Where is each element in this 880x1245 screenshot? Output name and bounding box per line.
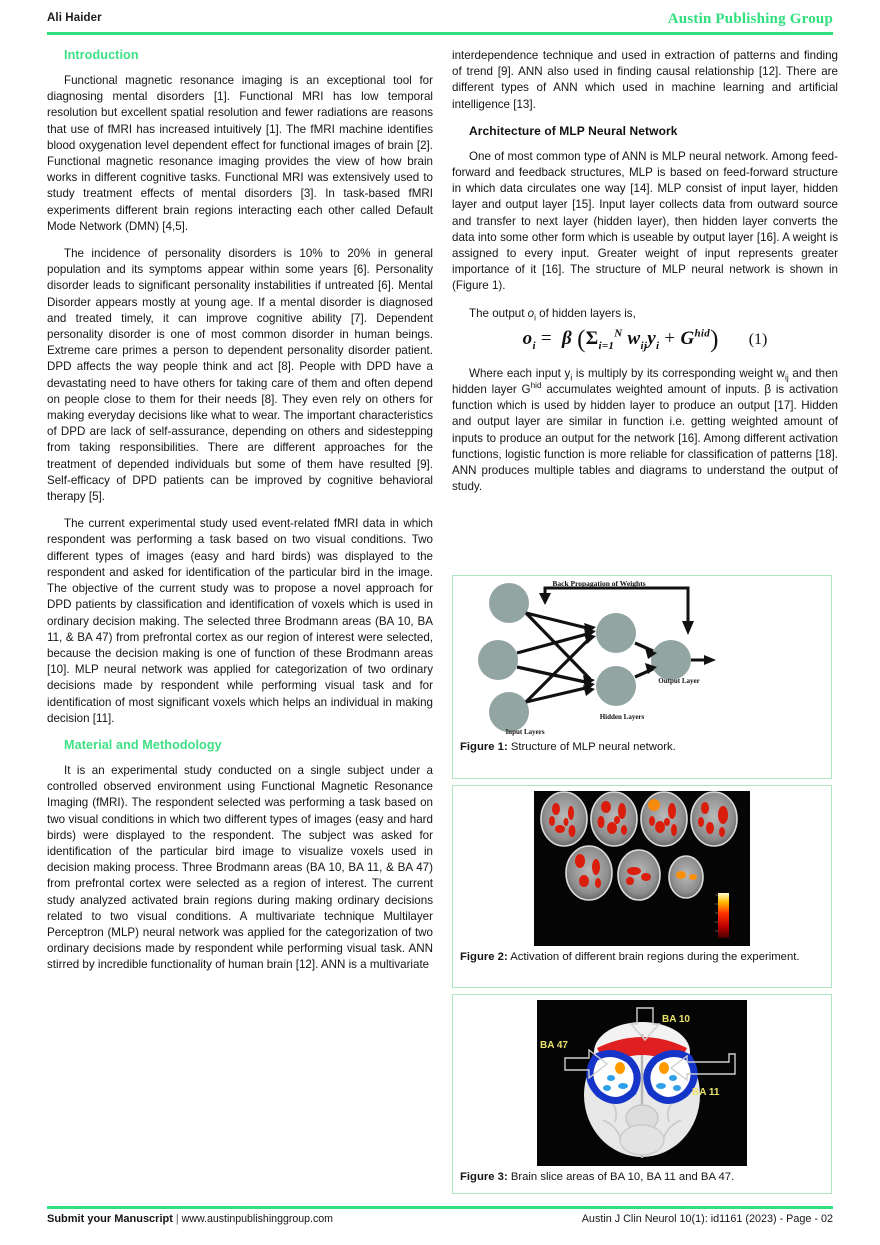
right-column xyxy=(452,48,838,506)
section-heading-material-and-methodology: Material and Methodology xyxy=(64,737,222,752)
equation-lead-text: The output xyxy=(469,306,528,320)
equation-lead-variable: o xyxy=(527,306,535,320)
paragraph: Functional magnetic resonance imaging is an exceptional tool for diagnosing mental disorders [1]. Functional MRI has low temporal resolution but excellent spatial resolution and fewer radiations are reasons that use of fMRI has increased intuitively [1]. The fMRI machine identifies blood oxygenation level dependent effect for functional images of brain [2]. Functional magnetic resonance imaging provides the view of how brain works in different cognitive tasks. Functional MRI was extensively used to study treatment effects of mental disorders [3]. In task-based fMRI experiments different brain regions interacting each other called Default Mode Network (DMN) [4,5]. xyxy=(47,74,433,233)
figure-2-label: Figure 2: xyxy=(460,951,508,963)
footer-separator: | xyxy=(175,1213,179,1225)
input-node-3 xyxy=(489,692,529,732)
figure-2-container xyxy=(452,785,832,988)
hidden-node-2 xyxy=(596,666,636,706)
figure-1-caption xyxy=(460,740,824,755)
equation-expression: $o_i = \beta$ ($\Sigma_{i=1}^N$ $w_{ij}y_i + G^{hid}$) xyxy=(522,325,719,353)
equation-1 xyxy=(452,326,838,354)
figure-1-label-hidden: Hidden Layers xyxy=(599,713,645,721)
footer-rule xyxy=(47,1206,833,1209)
footer-citation: Austin J Clin Neurol 10(1): id1161 (2023) - Page - 02 xyxy=(581,1213,833,1225)
running-head-brand: Austin Publishing Group xyxy=(667,11,833,27)
paragraph: The current experimental study used event-related fMRI data in which respondent was performing a task based on two visual conditions. Two different types of images (easy and hard birds) was displayed to the respondent and asked for identification of the particular bird in the image. The objective of the current study was to propose a novel approach for DPD patients by classification and identification of voxels which is used in ordinary decision making. The selected three Brodmann areas (BA 10, BA 11, & BA 47) from prefrontal cortex as our region of interest were selected, because the decision making is one of function of these Brodmann areas [10]. MLP neural network was applied for categorization of two ordinary decisions made by respondent while performing visual task and for identification of most significant voxels which helps an individual in making decision [11]. xyxy=(47,517,433,725)
figure-2-colorbar xyxy=(718,893,729,938)
paragraph: Where each input $y_i$ is multiply by its corresponding weight $w_{ij}$ and then hidden layer $G^{hid}$ accumulates weighted amount of inputs. β is activation function which is used by hidden layer to produce an output [17]. Hidden and output layer are similar in function i.e. getting weighted amount of inputs to produce an output for the network [16]. Among different activation functions, logistic function is more reliable for classification of patterns [18]. ANN produces multiple tables and diagrams to understand the output of study. xyxy=(452,366,839,494)
figure-2-caption-text: Activation of different brain regions during the experiment. xyxy=(507,951,800,963)
figure-3-image xyxy=(537,1000,747,1166)
figure-3-annotation-ba11: BA 11 xyxy=(692,1087,720,1098)
equation-number: (1) xyxy=(748,330,768,348)
figure-1-image xyxy=(472,581,812,736)
page-footer xyxy=(47,1213,833,1225)
figure-1-label: Figure 1: xyxy=(460,741,508,753)
figure-1-label-output: Output Layer xyxy=(658,677,700,685)
figure-3-caption-text: Brain slice areas of BA 10, BA 11 and BA 47. xyxy=(507,1171,735,1183)
figure-3-container xyxy=(452,994,832,1194)
header-rule xyxy=(47,32,833,35)
paragraph: The incidence of personality disorders is 10% to 20% in general population and its symptoms appear within some years [6]. Personality disorder leads to significant personality instabilities if untreated [6]. Mental Disorder appears mostly at young age. If a mental disorder is diagnosed and treated timely, it can improve cognitive ability [7]. Dependent personality disorder is one of most common disorder in human beings. Extreme care primes a person to dependent personality disorder patient. DPD affects the way people think and act [8]. People with DPD have a devastating need to have others for taking care of them and often depend on people close to them for their needs [8]. They even rely on others for making everyday decisions like what to wear. The important characteristics of DPD are lack of self-assurance, depending on others and sidestepping from taking responsibilities. There are different approaches for the treatment of depended individuals but some of them have resulted [9]. Self-efficacy of DPD patients can be improved by cognitive behavioral therapy [5]. xyxy=(47,247,433,504)
figure-3-caption xyxy=(460,1170,824,1185)
output-node xyxy=(651,640,691,680)
figure-3-annotation-ba10: BA 10 xyxy=(662,1014,690,1025)
section-heading-introduction: Introduction xyxy=(64,48,139,62)
paragraph: One of most common type of ANN is MLP neural network. Among feed-forward and feedback structures, MLP is based on feed-forward structure in which data circulates one way [14]. MLP consist of input layer, hidden layer and output layer [15]. Input layer collects data from outward source and transfer to next layer (hidden layer), then hidden layer converts the data into some other form which is useable by output layer [16]. A weight is assigned to every input. Greater weight of input represents greater importance of it [16]. The structure of MLP neural network is shown in (Figure 1). xyxy=(452,149,838,293)
figure-1-container xyxy=(452,575,832,779)
figure-2-caption xyxy=(460,950,824,965)
equation-lead-in xyxy=(452,306,838,322)
footer-submit xyxy=(47,1213,333,1225)
figure-1-label-backprop: Back Propagation of Weights xyxy=(552,581,646,588)
figure-1-label-input: Input Layers xyxy=(505,728,545,736)
left-column xyxy=(47,48,433,985)
paragraph: interdependence technique and used in extraction of patterns and finding of trend [9]. ANN also used in finding causal relationship [12]. There are different types of ANN which used in machine learning and artificial intelligence [13]. xyxy=(452,49,838,111)
hidden-node-1 xyxy=(596,613,636,653)
figure-1-caption-text: Structure of MLP neural network. xyxy=(507,741,676,753)
paragraph: It is an experimental study conducted on a single subject under a controlled observed environment using Functional Magnetic Resonance Imaging (fMRI). The respondent selected was performing a task based on two visual conditions in which two different types of images (easy and hard birds) were displayed to the respondent. The subject was asked for identification of the particular bird image to visualize voxels used in decision making process. Three Brodmann areas (BA 10, BA 11, & BA 47) from prefrontal cortex were selected as a region of interest. The current study analyzed activated brain regions during making ordinary decisions related to two visual conditions. A multivariate technique Multilayer Perceptron (MLP) neural network was applied for the categorization of two ordinary decisions made by respondent while performing visual task. ANN stirred by incredible functionality of human brain [12]. ANN is a multivariate xyxy=(47,763,433,972)
input-node-2 xyxy=(478,640,518,680)
section-heading-architecture: Architecture of MLP Neural Network xyxy=(469,123,678,138)
footer-submit-label: Submit your Manuscript xyxy=(47,1213,173,1225)
figure-3-label: Figure 3: xyxy=(460,1171,508,1183)
input-node-1 xyxy=(489,583,529,623)
figure-3-annotation-ba47: BA 47 xyxy=(540,1040,568,1051)
equation-lead-subscript: i xyxy=(534,312,536,322)
figure-2-image xyxy=(534,791,750,946)
equation-lead-tail: of hidden layers is, xyxy=(535,306,636,320)
running-head-author: Ali Haider xyxy=(47,12,102,24)
footer-site-link[interactable]: www.austinpublishinggroup.com xyxy=(181,1213,334,1225)
figure-3-brain xyxy=(584,1022,700,1158)
